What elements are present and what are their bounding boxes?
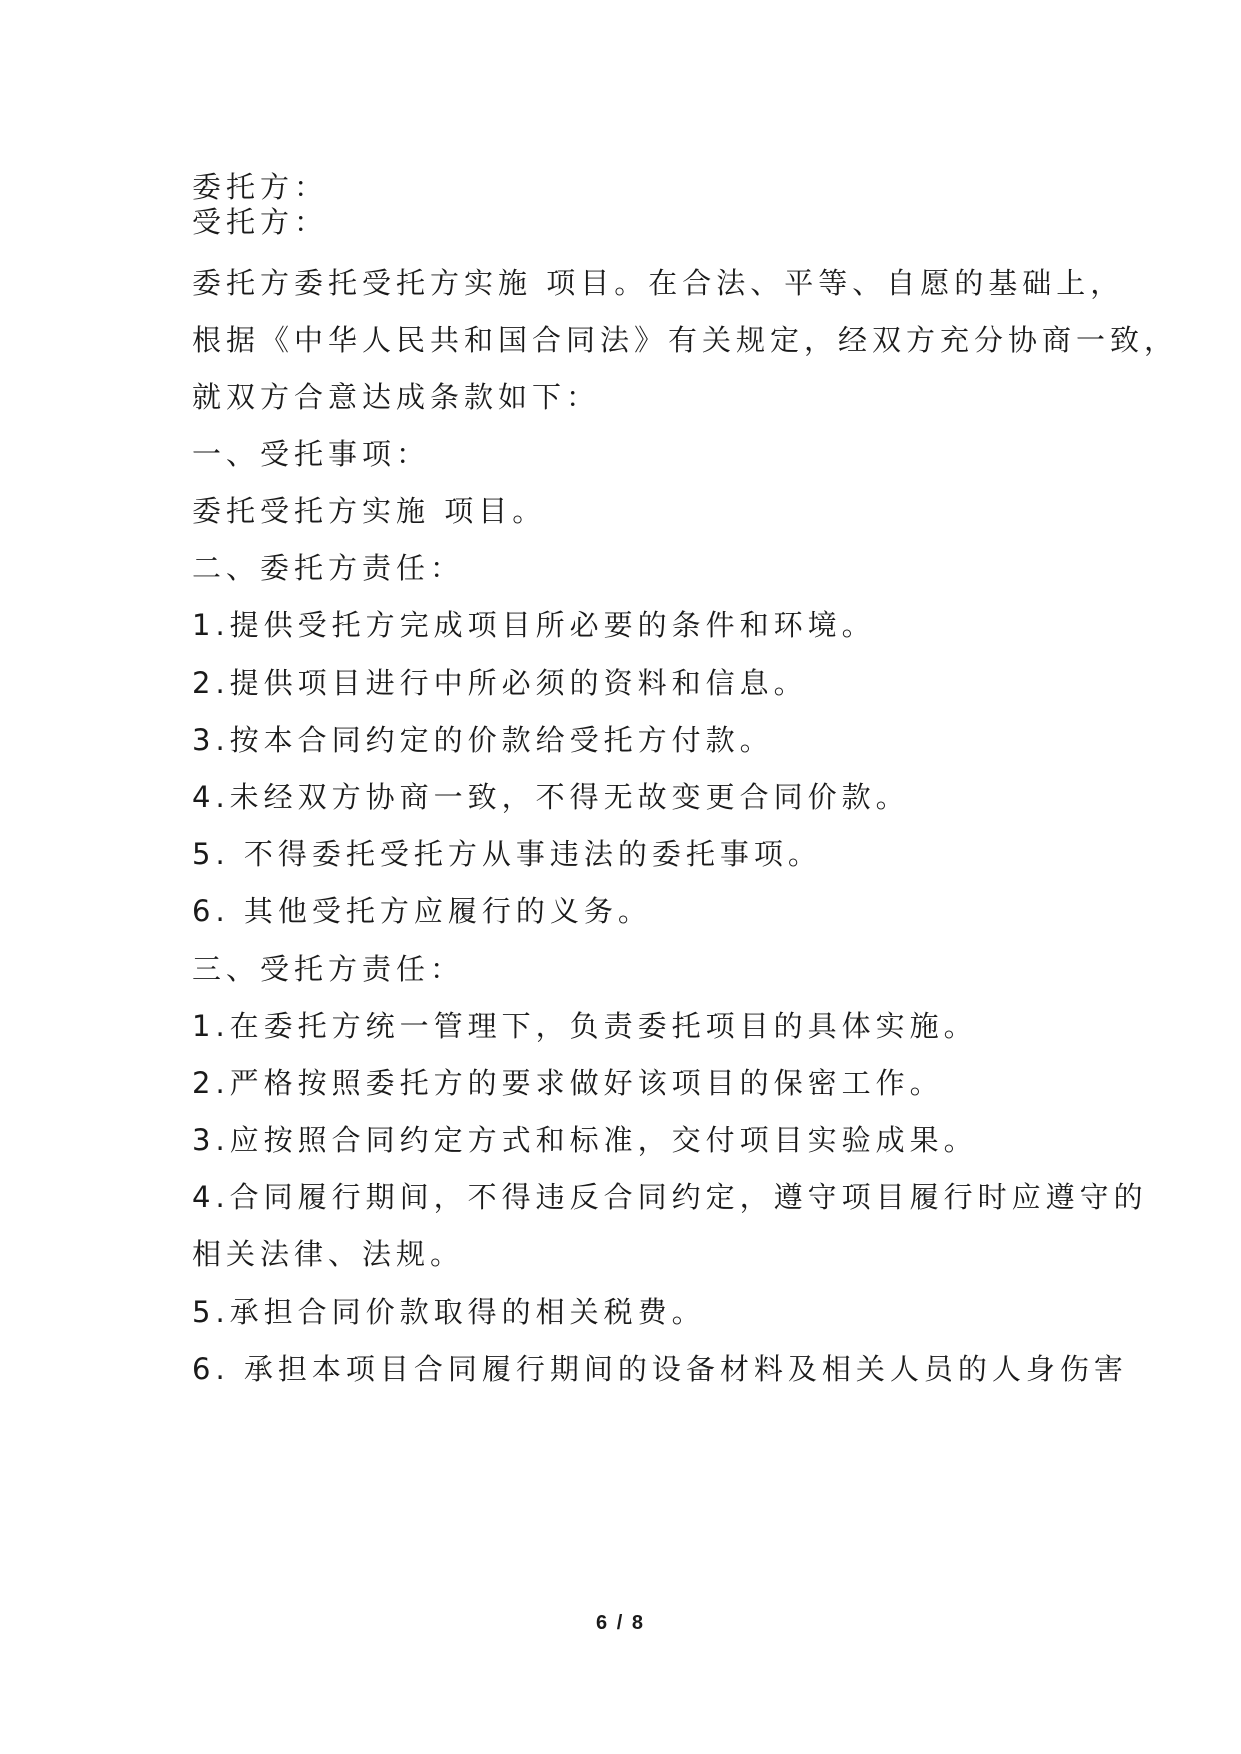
preamble-line-2: 根据《中华人民共和国合同法》有关规定，经双方充分协商一致， [192, 323, 1179, 357]
clause-3-4-line-2: 相关法律、法规。 [192, 1237, 465, 1271]
section-heading-1: 一、受托事项： [192, 437, 431, 471]
clause-2-6: 6. 其他受托方应履行的义务。 [192, 894, 652, 928]
clause-2-4: 4.未经双方协商一致，不得无故变更合同价款。 [192, 780, 910, 814]
section-1-text: 委托受托方实施 项目。 [192, 494, 547, 528]
clause-3-1: 1.在委托方统一管理下，负责委托项目的具体实施。 [192, 1009, 978, 1043]
contractor-label: 受托方： [192, 205, 329, 239]
section-heading-2: 二、委托方责任： [192, 551, 465, 585]
preamble-line-3: 就双方合意达成条款如下： [192, 380, 601, 414]
clause-3-6: 6. 承担本项目合同履行期间的设备材料及相关人员的人身伤害 [192, 1352, 1128, 1386]
clause-2-2: 2.提供项目进行中所必须的资料和信息。 [192, 666, 808, 700]
clause-3-3: 3.应按照合同约定方式和标准，交付项目实验成果。 [192, 1123, 978, 1157]
clause-3-5: 5.承担合同价款取得的相关税费。 [192, 1295, 706, 1329]
client-label: 委托方： [192, 170, 329, 204]
section-heading-3: 三、受托方责任： [192, 952, 465, 986]
clause-2-3: 3.按本合同约定的价款给受托方付款。 [192, 723, 774, 757]
page-number: 6 / 8 [596, 1612, 645, 1634]
clause-2-5: 5. 不得委托受托方从事违法的委托事项。 [192, 837, 822, 871]
preamble-line-1: 委托方委托受托方实施 项目。在合法、平等、自愿的基础上， [192, 266, 1125, 300]
clause-2-1: 1.提供受托方完成项目所必要的条件和环境。 [192, 608, 876, 642]
clause-3-4-line-1: 4.合同履行期间，不得违反合同约定，遵守项目履行时应遵守的 [192, 1180, 1148, 1214]
clause-3-2: 2.严格按照委托方的要求做好该项目的保密工作。 [192, 1066, 944, 1100]
